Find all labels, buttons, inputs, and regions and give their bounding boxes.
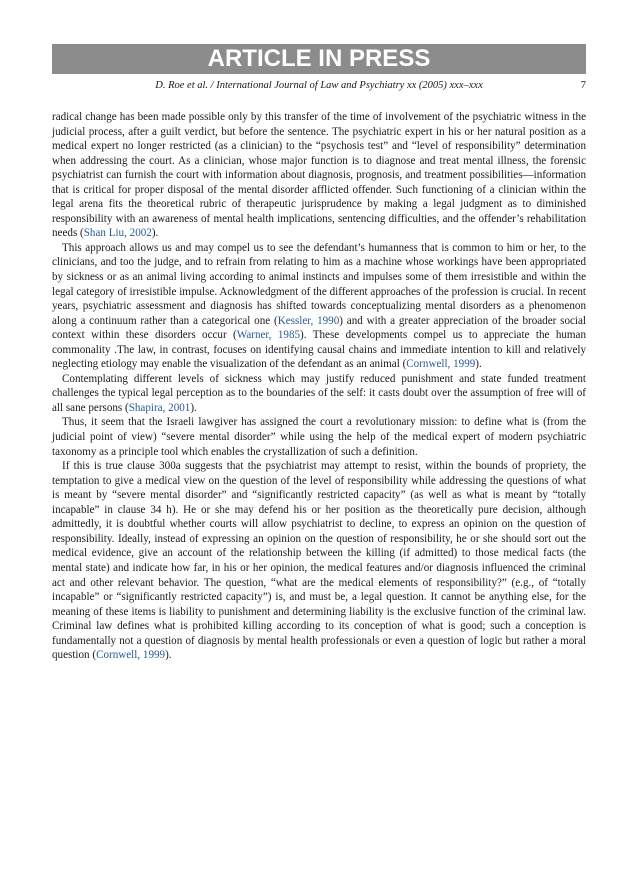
paragraph-text: If this is true clause 300a suggests that the psychiatrist may attempt to resist, within the bounds of propriety, the temptation to give a medical view on the question of the level of responsibility while addressing the questions of what is meant by “severe mental disorder” and “significantly restricted capacity” (as well as what is meant by “totally incapable” in clause 34 h). He or she may defend his or her position as the theoretically pure decision, although admittedly, it is doubtful whether courts will allow psychiatrist to decline, to express an opinion on the question of responsibility. Ideally, instead of expressing an opinion on the question of responsibility, he or she should sort out the medical evidence, give an account of the relationship between the killing (if admitted) to those medical facts (the mental state) and indicate how far, in his or her opinion, the medical features and/or diagnosis influenced the criminal act and other relevant behavior. The question, “what are the medical elements of responsibility?” (e.g., of “totally incapable” or “significantly restricted capacity”) is, and must be, a legal question. It cannot be anything else, for the meaning of these items is liability to punishment and determining liability is the exclusive function of the criminal law. Criminal law defines what is prohibited killing according to its conception of what is good; such a conception is fundamentally not a question of diagnosis by mental health professionals or even a question of logic but rather a moral question ( (52, 460, 586, 662)
reference-link[interactable]: Cornwell, 1999 (406, 358, 476, 371)
body-paragraph (52, 241, 586, 372)
journal-citation: D. Roe et al. / International Journal of Law and Psychiatry xx (2005) xxx–xxx (155, 80, 483, 91)
body-paragraph (52, 372, 586, 416)
paragraph-text: Contemplating different levels of sickness which may justify reduced punishment and state funded treatment challenges the typical legal perception as to the boundaries of the self: it casts doubt over the assumption of free will of all sane persons ( (52, 372, 586, 414)
article-body (52, 110, 586, 663)
paragraph-text: ). (475, 358, 482, 371)
paragraph-text: radical change has been made possible only by this transfer of the time of involvement of the psychiatric witness in the judicial process, after a guilt verdict, but before the sentence. The psychiatric expert in his or her natural position as a medical expert no longer restricted (as a clinician) to the “psychosis test” and “level of responsibility” determination when addressing the court. As a clinician, whose major function is to diagnose and treat mental illness, the forensic psychiatrist can furnish the court with information about diagnosis, prognosis, and treatment possibilities—information that is critical for proper disposal of the mental disorder afflicted offender. Such functioning of a clinician within the legal arena fits the theoretical rubric of therapeutic jurisprudence by making a legal judgment as to diminished responsibility with an awareness of mental health implications, sentencing difficulties, and the offender’s rehabilitation needs ( (52, 111, 586, 240)
body-paragraph (52, 110, 586, 241)
reference-link[interactable]: Shan Liu, 2002 (83, 227, 152, 240)
page-number: 7 (580, 80, 586, 91)
reference-link[interactable]: Warner, 1985 (236, 329, 301, 342)
paragraph-text: ). (151, 227, 159, 240)
reference-link[interactable]: Cornwell, 1999 (96, 649, 166, 662)
paragraph-text: ). (190, 401, 197, 414)
paragraph-text: Thus, it seem that the Israeli lawgiver has assigned the court a revolutionary mission: to define what is (from the judicial point of view) “severe mental disorder” while using the help of the medical expert of modern psychiatric taxonomy as a principle tool which enables the crystallization of such a definition. (52, 416, 586, 458)
body-paragraph (52, 459, 586, 663)
paragraph-text: This approach allows us and may compel us to see the defendant’s humanness that is common to him or her, to the clinicians, and too the judge, and to refrain from relating to him as a machine whose workings have been appropriated by sickness or as an animal living according to animal instincts and impulses some of them irresistible and within the legal category of irresistible impulse. Acknowledgment of the different approaches of the profession is crucial. In recent years, psychiatric assessment and diagnosis has shifted towards conceptualizing mental disorders as a phenomenon along a continuum rather than a categorical one ( (52, 241, 586, 327)
article-in-press-banner: ARTICLE IN PRESS (52, 44, 586, 74)
paragraph-text: ) and with a greater appreciation of the broader social context within these disorders occur ( (52, 314, 587, 342)
paragraph-text: ). These developments compel us to appreciate the human commonality .The law, in contrast, focuses on identifying causal chains and immediate intention to kill and relatively neglecting etiology may enable the visualization of the defendant as an animal ( (52, 329, 587, 371)
reference-link[interactable]: Shapira, 2001 (128, 401, 191, 414)
paragraph-text: ). (165, 649, 172, 662)
body-paragraph (52, 415, 586, 459)
running-head (52, 78, 586, 94)
reference-link[interactable]: Kessler, 1990 (277, 314, 340, 327)
